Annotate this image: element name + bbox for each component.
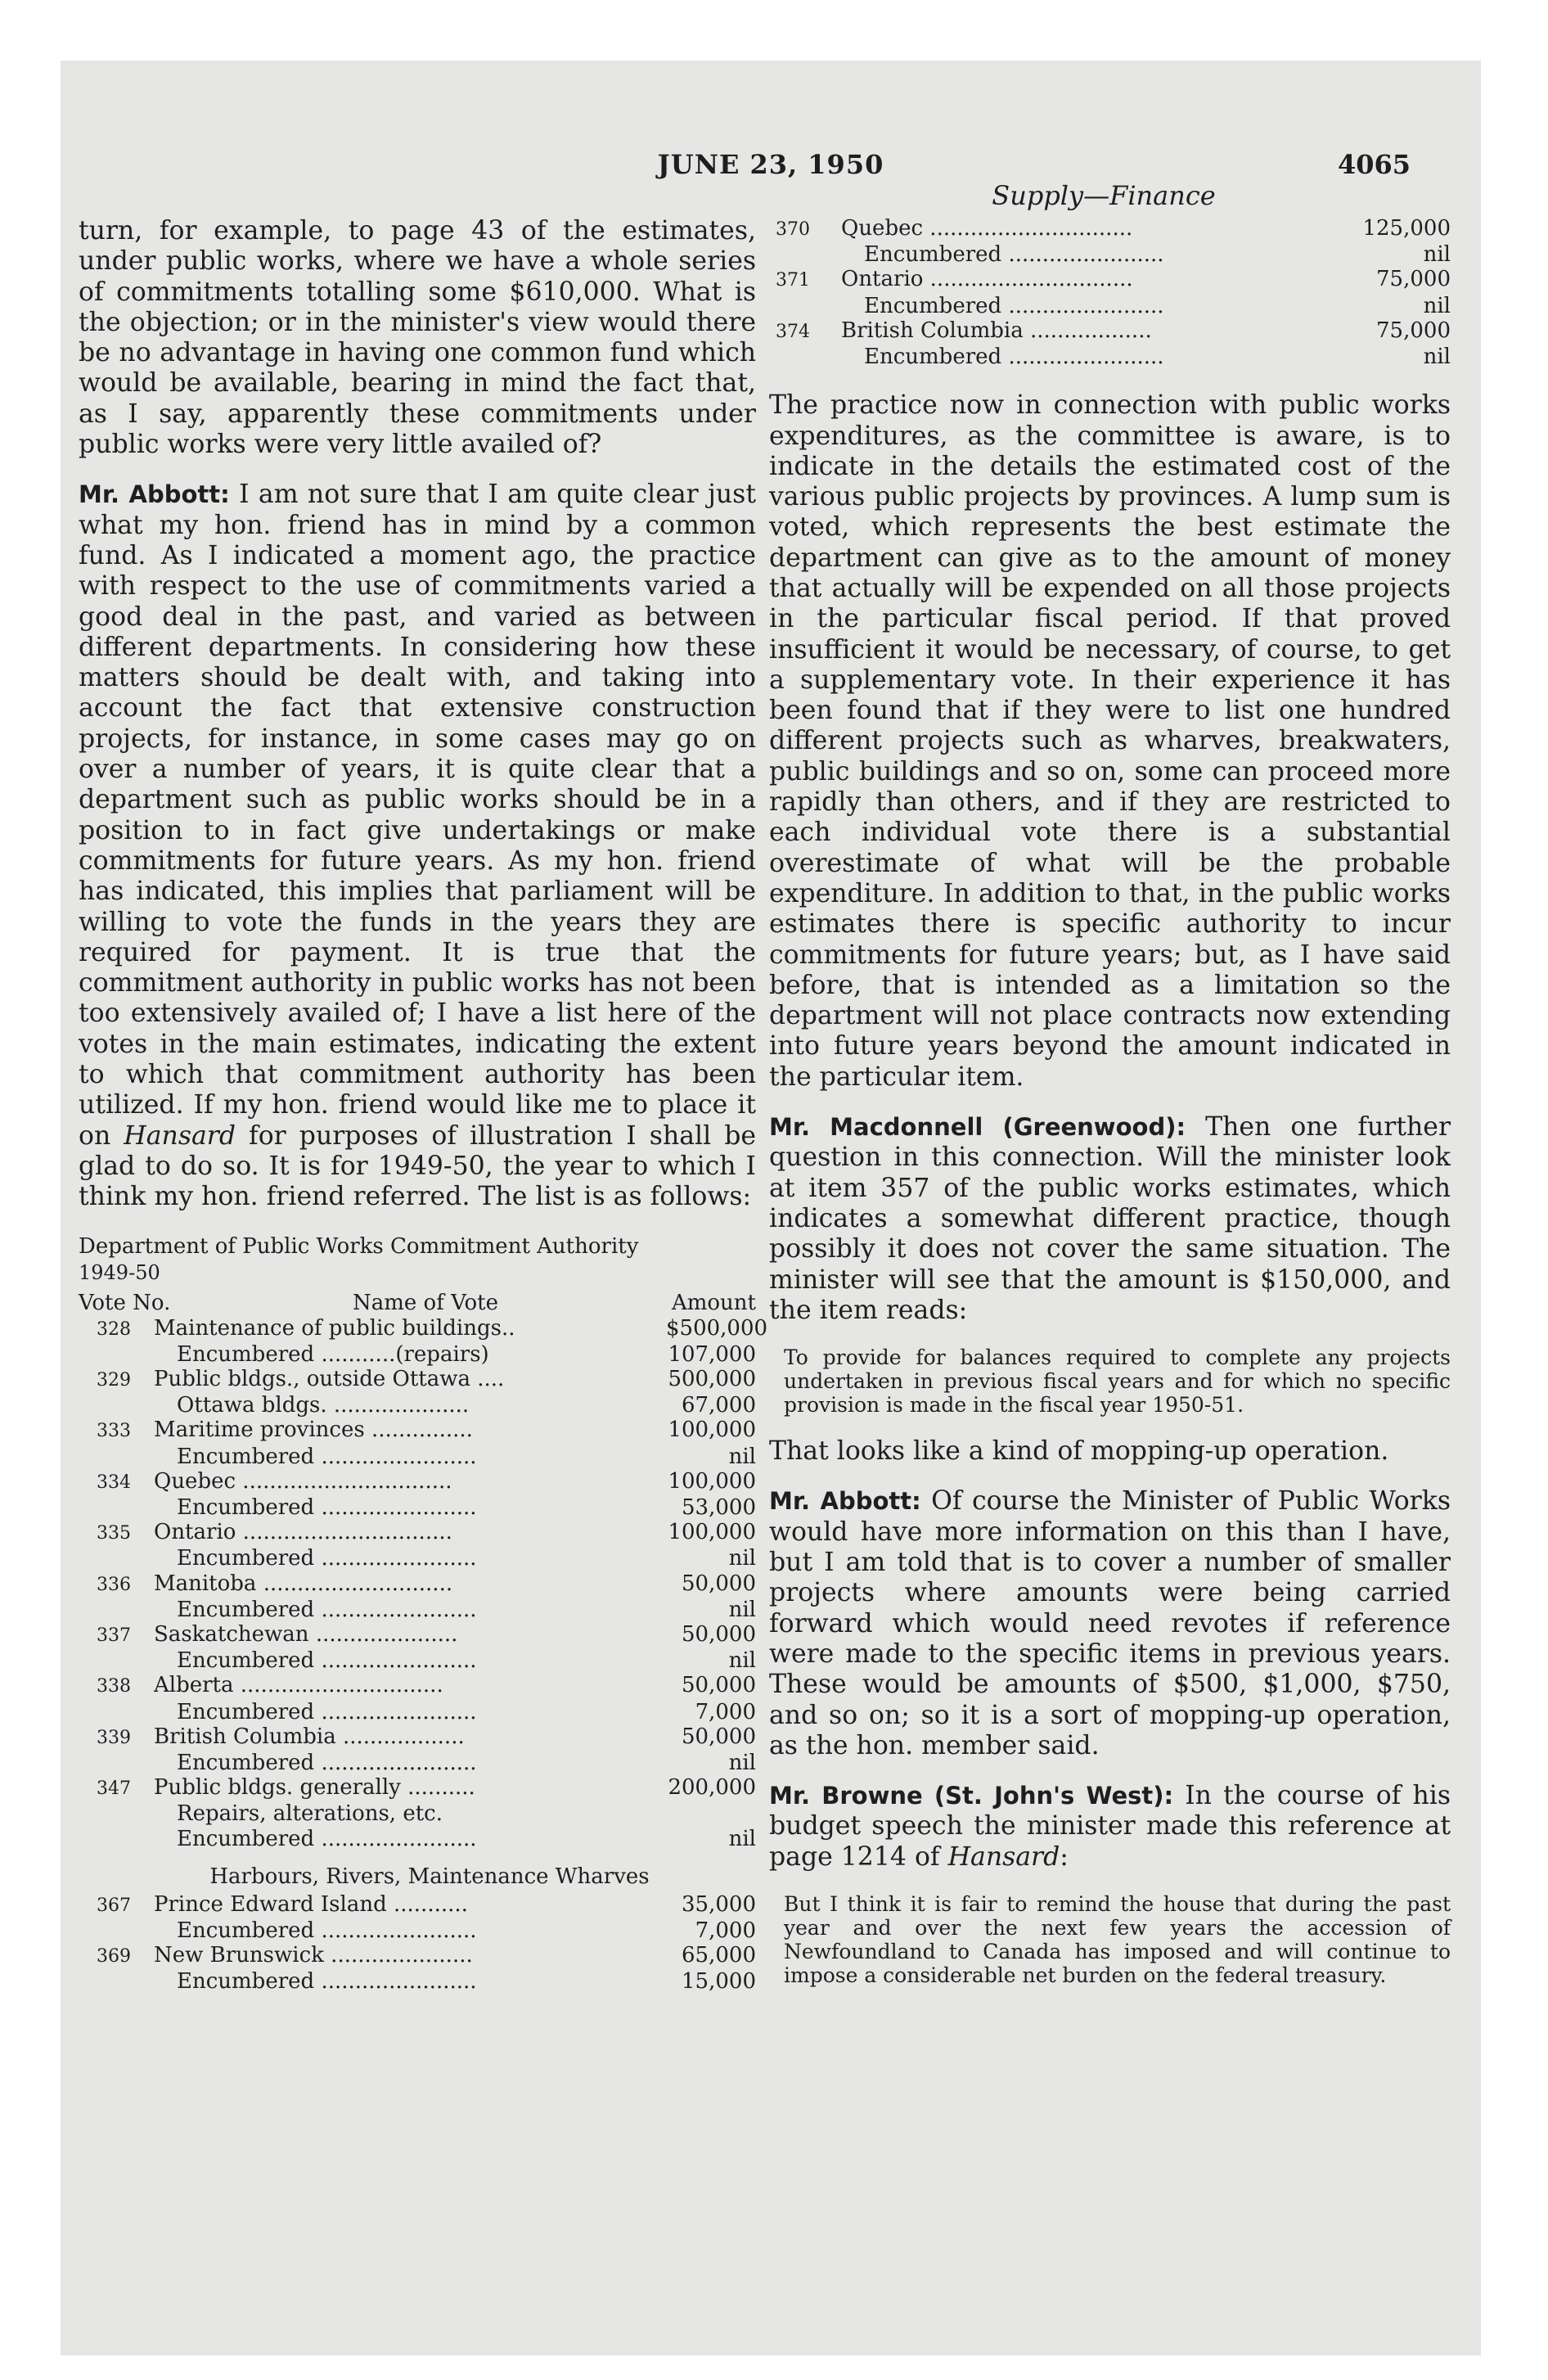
vote-amount: 100,000 — [668, 1468, 756, 1494]
table-row — [79, 1918, 756, 1943]
vote-amount: $500,000 — [666, 1315, 768, 1341]
vote-name: Encumbered ....................... — [177, 1918, 477, 1943]
vote-name: Saskatchewan ..................... — [154, 1621, 458, 1647]
page-date: JUNE 23, 1950 — [657, 149, 884, 180]
vote-amount: nil — [1423, 345, 1451, 370]
vote-amount: 15,000 — [682, 1969, 756, 1995]
table-row — [79, 1315, 768, 1342]
table-row — [79, 1495, 756, 1520]
vote-name: Quebec ............................... — [154, 1468, 452, 1494]
vote-amount: 50,000 — [682, 1571, 756, 1596]
vote-amount: 107,000 — [668, 1341, 756, 1367]
table-row — [79, 1571, 756, 1598]
vote-amount: 500,000 — [668, 1366, 756, 1391]
vote-amount: nil — [728, 1750, 756, 1775]
vote-name: Maritime provinces ............... — [154, 1418, 473, 1443]
vote-name: Alberta .............................. — [154, 1673, 443, 1698]
vote-amount: 50,000 — [682, 1724, 756, 1749]
vote-amount: nil — [728, 1826, 756, 1851]
paragraph-macdonnell — [769, 1112, 1451, 1326]
vote-name: Ottawa bldgs. .................... — [177, 1393, 470, 1418]
column-header-vote: Vote No. — [79, 1290, 171, 1315]
vote-name: Public bldgs., outside Ottawa .... — [154, 1366, 505, 1391]
vote-name: Encumbered ....................... — [177, 1597, 477, 1622]
vote-name: Quebec .............................. — [841, 216, 1133, 241]
vote-number: 335 — [97, 1523, 131, 1544]
paragraph: The practice now in connection with public works expenditures, as the committee is aware, is to indicate in the details the estimated cost of the various public projects by provinces. A lump sum is voted, which represents the best estimate the department can give as to the amount of money that actually will be expended on all those projects in the particular fiscal period. If that proved insufficient it would be necessary, of course, to get a supplementary vote. In their experience it has been found that if they were to list one hundred different projects such as wharves, breakwaters, public buildings and so on, some can proceed more rapidly than others, and if they are restricted to each individual vote there is a substantial overestimate of what will be the probable expenditure. In addition to that, in the public works estimates there is specific authority to incur commitments for future years; but, as I have said before, that is intended as a limitation so the department will not place contracts now extending into future years beyond the amount indicated in the particular item. — [769, 390, 1451, 1092]
table-row — [769, 216, 1451, 242]
vote-name: Ontario ............................... — [154, 1520, 452, 1545]
page-number: 4065 — [1337, 149, 1411, 180]
table-row — [79, 1969, 756, 1994]
table-row — [79, 1622, 756, 1648]
column-header-name: Name of Vote — [353, 1290, 498, 1315]
vote-name: Encumbered ....................... — [177, 1546, 477, 1571]
table-header — [79, 1290, 756, 1316]
table-row — [79, 1546, 756, 1571]
vote-number: 329 — [97, 1369, 131, 1391]
vote-name: Encumbered ....................... — [177, 1969, 477, 1995]
vote-name: Encumbered ...........(repairs) — [177, 1341, 489, 1367]
table-row — [769, 242, 1451, 267]
vote-number: 347 — [97, 1778, 131, 1800]
vote-number: 338 — [97, 1676, 131, 1697]
table-row — [79, 1367, 756, 1393]
vote-amount: 7,000 — [695, 1918, 756, 1943]
column-header-amount: Amount — [671, 1290, 756, 1315]
speech-text: : — [1060, 1841, 1069, 1872]
speech-text: for purposes of illustration I shall be glad to do so. It is for 1949-50, the year to which I think my hon. friend referred. The list is as follows: — [79, 1120, 757, 1212]
table-row — [769, 318, 1451, 345]
table-row — [79, 1892, 756, 1918]
vote-name: Manitoba ............................ — [154, 1571, 453, 1596]
vote-name: Encumbered ....................... — [864, 345, 1164, 370]
vote-amount: nil — [728, 1597, 756, 1622]
table-title: Department of Public Works Commitment Authority — [79, 1233, 639, 1259]
hansard-page — [61, 61, 1481, 2355]
table-year: 1949-50 — [79, 1260, 160, 1284]
table-row — [79, 1801, 756, 1826]
vote-amount: 67,000 — [682, 1393, 756, 1418]
vote-amount: 100,000 — [668, 1418, 756, 1443]
vote-amount: 50,000 — [682, 1621, 756, 1647]
table-continuation — [769, 216, 1451, 369]
table-row — [79, 1445, 756, 1469]
vote-number: 374 — [776, 321, 810, 342]
vote-amount: nil — [1423, 293, 1451, 318]
vote-name: Prince Edward Island ........... — [154, 1891, 468, 1917]
vote-amount: nil — [728, 1444, 756, 1469]
speech-text: In the course of his budget speech the minister made this reference at page 1214 of — [769, 1781, 1451, 1872]
vote-number: 370 — [776, 219, 810, 240]
vote-name: Encumbered ....................... — [177, 1750, 477, 1775]
table-row — [79, 1724, 756, 1751]
vote-name: Encumbered ....................... — [864, 242, 1164, 268]
speech-text: Of course the Minister of Public Works would have more information on this than I have, but I am told that is to cover a number of smaller projects where amounts were being carried forward which would need revotes if reference were made to the specific items in previous years. These would be amounts of $500, $1,000, $750, and so on; so it is a sort of mopping-up operation, as the hon. member said. — [769, 1486, 1451, 1760]
vote-amount: 7,000 — [695, 1699, 756, 1724]
vote-amount: 50,000 — [682, 1673, 756, 1698]
vote-number: 333 — [97, 1421, 131, 1442]
vote-name: Encumbered ....................... — [864, 293, 1164, 318]
vote-amount: nil — [728, 1648, 756, 1674]
vote-amount: 65,000 — [682, 1943, 756, 1968]
table-row — [79, 1393, 756, 1418]
vote-amount: 100,000 — [668, 1520, 756, 1545]
vote-number: 369 — [97, 1946, 131, 1968]
vote-name: Encumbered ....................... — [177, 1699, 477, 1724]
table-row — [79, 1648, 756, 1673]
vote-name: New Brunswick ..................... — [154, 1943, 473, 1968]
vote-name: Public bldgs. generally .......... — [154, 1775, 475, 1801]
table-row — [79, 1418, 756, 1444]
table-row — [769, 345, 1451, 369]
table-row — [769, 294, 1451, 318]
paragraph: That looks like a kind of mopping-up operation. — [769, 1436, 1389, 1467]
paragraph-browne — [769, 1781, 1451, 1873]
section-title: Supply—Finance — [992, 180, 1216, 211]
speaker-name: Mr. Abbott: — [769, 1487, 921, 1516]
table-row — [79, 1342, 756, 1367]
vote-name: Encumbered ....................... — [177, 1648, 477, 1674]
vote-number: 367 — [97, 1895, 131, 1916]
vote-name: British Columbia .................. — [841, 318, 1152, 343]
vote-number: 337 — [97, 1625, 131, 1646]
vote-name: Repairs, alterations, etc. — [177, 1801, 443, 1827]
table-body — [79, 1892, 756, 1995]
speaker-name: Mr. Browne (St. John's West): — [769, 1782, 1174, 1810]
table-row — [79, 1943, 756, 1969]
hansard-reference: Hansard — [124, 1120, 236, 1151]
table-row — [79, 1673, 756, 1699]
speaker-name: Mr. Abbott: — [79, 480, 230, 509]
table-row — [79, 1520, 756, 1546]
vote-amount: 125,000 — [1362, 216, 1451, 241]
vote-name: Encumbered ....................... — [177, 1444, 477, 1469]
vote-amount: 200,000 — [668, 1775, 756, 1801]
vote-number: 336 — [97, 1574, 131, 1595]
vote-name: British Columbia .................. — [154, 1724, 465, 1749]
table-row — [79, 1827, 756, 1851]
quoted-budget-speech: But I think it is fair to remind the house that during the past year and over the next few years the accession of Newfoundland to Canada has imposed and will continue to impose a considerable net burden on the federal treasury. — [784, 1891, 1451, 1987]
quoted-item: To provide for balances required to complete any projects undertaken in previous fiscal years and for which no specific provision is made in the fiscal year 1950-51. — [784, 1346, 1451, 1418]
vote-name: Encumbered ....................... — [177, 1494, 477, 1520]
paragraph-abbott-reply — [79, 480, 756, 1212]
vote-number: 334 — [97, 1472, 131, 1493]
paragraph: turn, for example, to page 43 of the estimates, under public works, where we have a whole series of commitments totalling some $610,000. What is the objection; or in the minister's view would there be no advantage in having one common fund which would be available, bearing in mind the fact that, as I say, apparently these commitments under public works were very little availed of? — [79, 216, 756, 460]
vote-amount: 75,000 — [1376, 318, 1451, 343]
vote-number: 339 — [97, 1727, 131, 1748]
speech-text: Then one further question in this connection. Will the minister look at item 357 of the public works estimates, which indicates a somewhat different practice, though possibly it does not cover the same situation. The minister will see that the amount is $150,000, and the item reads: — [769, 1112, 1451, 1325]
vote-amount: 35,000 — [682, 1891, 756, 1917]
table-group-heading: Harbours, Rivers, Maintenance Wharves — [209, 1864, 650, 1889]
commitment-table — [79, 1233, 768, 1995]
vote-amount: nil — [728, 1546, 756, 1571]
table-row — [79, 1598, 756, 1622]
vote-name: Encumbered ....................... — [177, 1826, 477, 1851]
vote-number: 328 — [97, 1318, 131, 1340]
vote-amount: 53,000 — [682, 1494, 756, 1520]
table-body — [79, 1315, 768, 1851]
paragraph-abbott — [769, 1486, 1451, 1761]
table-row — [79, 1751, 756, 1775]
speech-text: I am not sure that I am quite clear just what my hon. friend has in mind by a common fund. As I indicated a moment ago, the practice with respect to the use of commitments varied a good deal in the past, and varied as between different departments. In considering how these matters should be dealt with, and taking into account the fact that extensive construction projects, for instance, in some cases may go on over a number of years, it is quite clear that a department such as public works should be in a position to in fact give undertakings or make commitments for future years. As my hon. friend has indicated, this implies that parliament will be willing to vote the funds in the years they are required for payment. It is true that the commitment authority in public works has not been too extensively availed of; I have a list here of the votes in the main estimates, indicating the extent to which that commitment authority has been utilized. If my hon. friend would like me to place it on — [79, 480, 756, 1151]
table-row — [79, 1700, 756, 1724]
speaker-name: Mr. Macdonnell (Greenwood): — [769, 1113, 1186, 1142]
right-column — [769, 216, 1451, 2007]
vote-amount: 75,000 — [1376, 267, 1451, 292]
left-column — [79, 216, 768, 1995]
table-row — [79, 1469, 756, 1495]
vote-number: 371 — [776, 270, 810, 291]
table-row — [79, 1775, 756, 1801]
vote-name: Maintenance of public buildings.. — [154, 1315, 515, 1341]
vote-amount: nil — [1423, 242, 1451, 268]
hansard-reference: Hansard — [947, 1841, 1060, 1872]
vote-name: Ontario .............................. — [841, 267, 1133, 292]
table-row — [769, 267, 1451, 293]
